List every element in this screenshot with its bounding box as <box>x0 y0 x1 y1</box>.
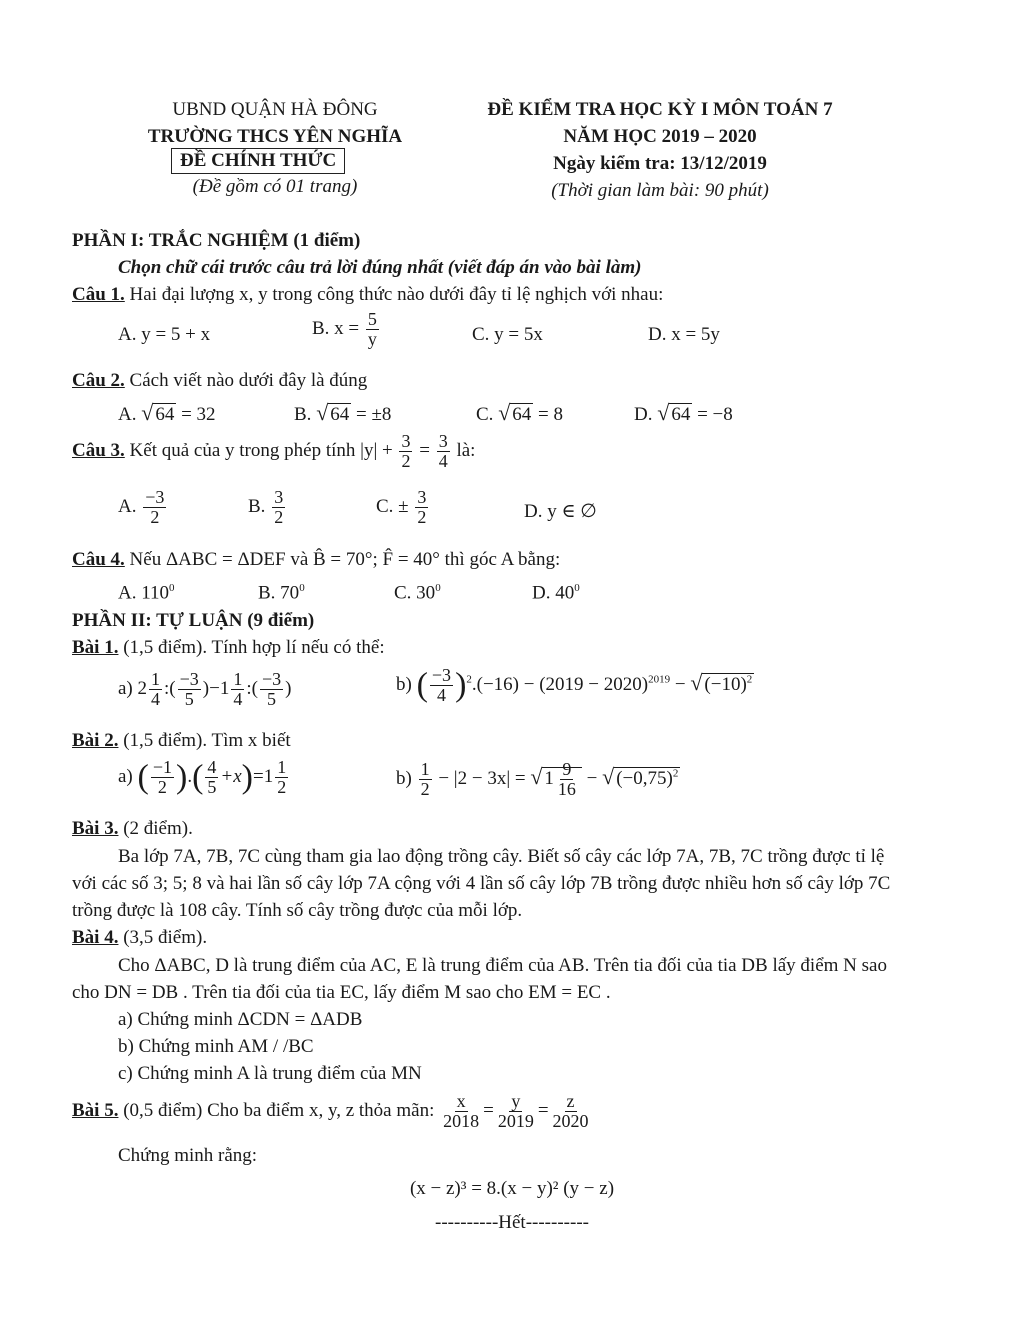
frac-den: 2019 <box>497 1110 534 1131</box>
bai3-body-1: Ba lớp 7A, 7B, 7C cùng tham gia lao động trồng cây. Biết số cây các lớp 7A, 7B, 7C trồng được tỉ lệ <box>118 846 885 867</box>
bai2-b: b) $\frac{1}{2}$ − |2 − 3x| = √ 1 $\frac{9}{16}$ − √ $(-0,75)^2$ <box>396 759 679 799</box>
degree-sup: 0 <box>299 582 305 594</box>
q1-option-c: C. y = 5x <box>472 324 543 345</box>
frac-num: 3 <box>274 487 284 507</box>
q1 <box>72 284 663 306</box>
part1-title: PHẦN I: TRẮC NGHIỆM (1 điểm) <box>72 230 361 251</box>
q4-label: Câu 4. <box>72 549 125 570</box>
q3-c-frac <box>415 488 428 527</box>
school-name: TRƯỜNG THCS YÊN NGHĨA <box>147 126 403 147</box>
sqrt-icon: √ <box>141 400 154 425</box>
frac-den: 4 <box>438 450 448 471</box>
bai4-text: (3,5 điểm). <box>123 927 208 948</box>
bai2-a: a) ( $\frac{-1}{2}$ ).( $\frac{4}{5}$ +x)=1 $\frac{1}{2}$ <box>118 757 287 797</box>
q2-c-radicand: 64 <box>512 404 532 425</box>
q4-b-text: B. 70 <box>258 582 300 604</box>
bai5-frac-x <box>441 1092 481 1131</box>
q4-d-text: D. 40 <box>532 582 575 604</box>
q3-eq: = <box>419 439 430 461</box>
power-sup: 2 <box>746 673 753 686</box>
q3-a-frac <box>143 488 166 527</box>
q3 <box>72 432 475 471</box>
bai4 <box>72 927 207 949</box>
q3-c-prefix: C. ± <box>376 495 409 517</box>
exam-title: ĐỀ KIỂM TRA HỌC KỲ I MÔN TOÁN 7 <box>487 99 833 120</box>
bai1-a-expr: 2 $\frac{1}{4}$ :( $\frac{-3}{5}$ )−1 $\frac{1}{4}$ :( $\frac{-3}{5}$ ) <box>137 669 292 709</box>
bai1-a <box>118 670 291 709</box>
bai1-b-expr: .(−16) − (2019 − 2020) <box>471 673 649 695</box>
q2-option-c <box>476 400 563 426</box>
q2-option-a <box>118 400 216 426</box>
bai4-part-b: b) Chứng minh AM / /BC <box>118 1036 314 1057</box>
frac-num: z <box>566 1091 575 1111</box>
power-sup: 2019 <box>648 673 671 686</box>
bai2-b-prefix: b) <box>396 767 412 789</box>
q4-c-text: C. 30 <box>394 582 436 604</box>
bai5-label: Bài 5. <box>72 1099 119 1121</box>
page-count: (Đề gồm có 01 trang) <box>192 176 358 197</box>
bai5-prove: Chứng minh rằng: <box>118 1145 258 1166</box>
bai1-b: b) ( $\frac{-3}{4}$ )$^2.(-16) - (2019 - 2020)^{2019}$ − √ $(-10)^2$ <box>396 665 753 705</box>
q2-c-suffix: = 8 <box>538 404 563 425</box>
frac-num: x <box>456 1091 466 1111</box>
frac-den: y <box>367 328 377 349</box>
bai2-b-radicand <box>614 767 680 789</box>
end-marker: ----------Hết---------- <box>435 1212 589 1233</box>
official-stamp: ĐỀ CHÍNH THỨC <box>171 148 345 174</box>
bai5-frac-y <box>496 1092 536 1131</box>
school-year: NĂM HỌC 2019 – 2020 <box>563 126 757 147</box>
exam-duration: (Thời gian làm bài: 90 phút) <box>551 180 769 201</box>
bai1-text: (1,5 điểm). Tính hợp lí nếu có thể: <box>123 637 385 658</box>
bai5: Bài 5. (0,5 điểm) Cho ba điểm x, y, z thỏa mãn: $\frac{x}{2018}$ = $\frac{y}{2019}$ = $\frac{z}{2020}$ <box>72 1091 589 1131</box>
q2-a-suffix: = 32 <box>181 404 216 425</box>
bai3-body-2: với các số 3; 5; 8 và hai lần số cây lớp 7A cộng với 4 lần số cây lớp 7B trồng được nhiều hơn số cây lớp 7C <box>72 873 891 894</box>
frac-den: 2 <box>274 506 284 527</box>
q3-option-b <box>248 488 287 527</box>
sqrt-icon: √ <box>657 400 670 425</box>
q2-b-prefix: B. <box>294 404 312 425</box>
frac-den: 2 <box>401 450 411 471</box>
part2-title: PHẦN II: TỰ LUẬN (9 điểm) <box>72 610 315 631</box>
frac-den: 2020 <box>552 1110 589 1131</box>
q3-b-frac <box>272 488 285 527</box>
bai2-text: (1,5 điểm). Tìm x biết <box>123 730 291 751</box>
q4-option-c <box>394 582 441 604</box>
q2-d-radicand: 64 <box>671 404 691 425</box>
q1-option-a: A. y = 5 + x <box>118 324 211 345</box>
bai1-label: Bài 1. <box>72 637 119 658</box>
q4-text: Nếu ΔABC = ΔDEF và B̂ = 70°; F̂ = 40° thì góc A bằng: <box>129 549 561 570</box>
frac-den: 2 <box>417 506 427 527</box>
bai2-a-prefix: a) <box>118 765 133 787</box>
q2 <box>72 370 367 392</box>
frac-num: 3 <box>438 431 448 451</box>
sqrt-icon: √ <box>530 763 543 789</box>
sqrt-icon: √ <box>498 400 511 425</box>
bai1 <box>72 637 385 659</box>
frac-num: −3 <box>145 487 165 507</box>
q2-d-prefix: D. <box>634 404 653 425</box>
q4-option-a <box>118 582 175 604</box>
q2-d-suffix: = −8 <box>697 404 733 425</box>
frac-den: 2018 <box>443 1110 480 1131</box>
frac-num: 3 <box>417 487 427 507</box>
bai3-text: (2 điểm). <box>123 818 193 839</box>
q1-option-b <box>312 310 381 349</box>
q2-label: Câu 2. <box>72 370 125 391</box>
q3-label: Câu 3. <box>72 439 125 461</box>
power-sup: 2 <box>672 767 679 780</box>
q2-option-d <box>634 400 733 426</box>
bai4-part-c: c) Chứng minh A là trung điểm của MN <box>118 1063 422 1084</box>
q3-b-prefix: B. <box>248 495 266 517</box>
frac-num: 3 <box>401 431 411 451</box>
bai3 <box>72 818 193 840</box>
q2-a-prefix: A. <box>118 404 137 425</box>
degree-sup: 0 <box>169 582 175 594</box>
q1-option-b-fraction <box>366 310 379 349</box>
degree-sup: 0 <box>435 582 441 594</box>
bai2-b-rad-text: (−0,75) <box>616 767 673 789</box>
q4-option-d <box>532 582 580 604</box>
q1-option-d: D. x = 5y <box>648 324 720 345</box>
q1-text: Hai đại lượng x, y trong công thức nào dưới đây tỉ lệ nghịch với nhau: <box>129 284 664 305</box>
q4-a-text: A. 110 <box>118 582 170 604</box>
q3-option-a <box>118 488 168 527</box>
degree-sup: 0 <box>574 582 580 594</box>
q3-abs: |y| + <box>360 439 393 461</box>
q2-b-suffix: = ±8 <box>356 404 392 425</box>
sqrt-icon: √ <box>690 669 703 695</box>
q3-frac-1 <box>399 432 412 471</box>
bai1-b-prefix: b) <box>396 673 412 695</box>
frac-den: 2 <box>150 506 160 527</box>
q3-text: Kết quả của y trong phép tính <box>129 439 356 461</box>
district-name: UBND QUẬN HÀ ĐÔNG <box>172 99 378 120</box>
bai3-body-3: trồng được là 108 cây. Tính số cây trồng được của mỗi lớp. <box>72 900 523 921</box>
q1-option-b-prefix: B. x = <box>312 317 360 339</box>
q3-option-d: D. y ∈ ∅ <box>524 501 597 522</box>
sqrt-icon: √ <box>602 763 615 789</box>
bai2 <box>72 730 291 752</box>
power-sup: 2 <box>466 673 472 686</box>
bai1-b-radicand <box>702 673 754 695</box>
bai2-b-mid: − |2 − 3x| = <box>438 767 526 789</box>
bai1-b-minus: − <box>674 673 686 695</box>
bai4-body-2: cho DN = DB . Trên tia đối của tia EC, lấy điểm M sao cho EM = EC . <box>72 982 611 1003</box>
bai3-label: Bài 3. <box>72 818 119 839</box>
q3-a-prefix: A. <box>118 495 137 517</box>
q4-option-b <box>258 582 305 604</box>
frac-num: y <box>511 1091 521 1111</box>
q2-option-b <box>294 400 391 426</box>
part1-instruction: Chọn chữ cái trước câu trả lời đúng nhất (viết đáp án vào bài làm) <box>118 257 642 278</box>
bai5-frac-z <box>551 1092 591 1131</box>
q2-c-prefix: C. <box>476 404 494 425</box>
header-left <box>130 96 420 150</box>
q2-b-radicand: 64 <box>330 404 350 425</box>
q2-text: Cách viết nào dưới đây là đúng <box>129 370 368 391</box>
q1-label: Câu 1. <box>72 284 125 305</box>
bai4-part-a: a) Chứng minh ΔCDN = ΔADB <box>118 1009 363 1030</box>
q3-frac-2 <box>437 432 450 471</box>
frac-num: 5 <box>367 309 377 329</box>
bai1-b-rad-text: (−10) <box>704 673 747 695</box>
q3-tail: là: <box>456 439 476 461</box>
q4 <box>72 549 560 571</box>
sqrt-icon: √ <box>316 400 329 425</box>
header-right <box>460 96 860 204</box>
q2-a-radicand: 64 <box>155 404 175 425</box>
q3-option-c <box>376 488 430 527</box>
bai5-formula: (x − z)³ = 8.(x − y)² (y − z) <box>409 1178 615 1199</box>
exam-date: Ngày kiểm tra: 13/12/2019 <box>553 153 767 174</box>
bai5-text: (0,5 điểm) Cho ba điểm x, y, z thỏa mãn: <box>123 1099 435 1121</box>
bai1-a-prefix: a) <box>118 677 133 699</box>
bai4-label: Bài 4. <box>72 927 119 948</box>
bai2-label: Bài 2. <box>72 730 119 751</box>
bai4-body-1: Cho ΔABC, D là trung điểm của AC, E là trung điểm của AB. Trên tia đối của tia DB lấy điểm N sao <box>118 955 887 976</box>
